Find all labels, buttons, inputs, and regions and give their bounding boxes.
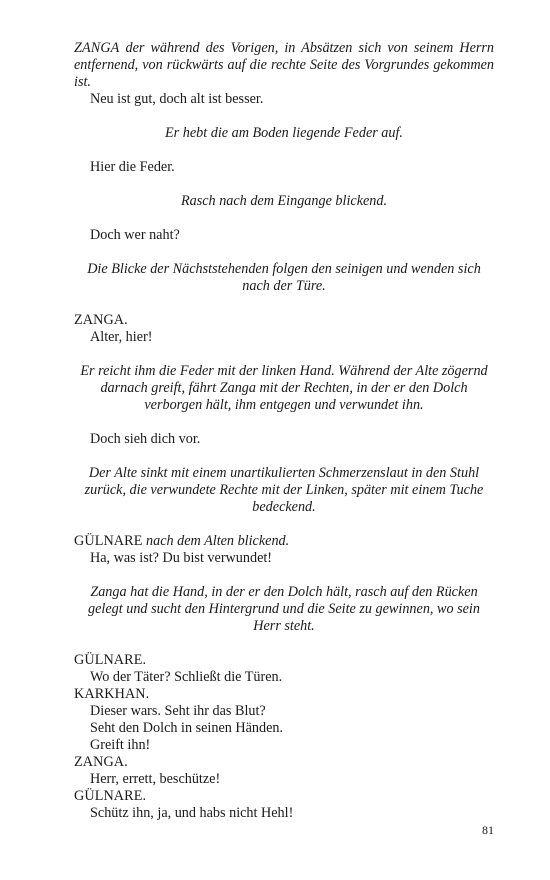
speaker-name: KARKHAN. (74, 686, 150, 702)
page-text (74, 40, 494, 822)
speaker-direction: nach dem Alten blickend. (146, 533, 290, 549)
speech-heading (74, 533, 494, 550)
speech-heading (74, 40, 494, 91)
verse-line: Alter, hier! (90, 329, 153, 345)
verse-line: Doch wer naht? (90, 227, 180, 243)
stage-direction: Der Alte sinkt mit einem unartikulierten Schmerzenslaut in den Stuhl zurück, die verwundete Rechte mit der Linken, später mit einem Tuche bedeckend. (84, 465, 484, 515)
verse-line: Seht den Dolch in seinen Händen. (90, 720, 284, 736)
speaker-name: GÜLNARE. (74, 652, 147, 668)
stage-direction: Rasch nach dem Eingange blickend. (180, 193, 388, 209)
verse-line: Dieser wars. Seht ihr das Blut? (90, 703, 266, 719)
stage-direction: Er reicht ihm die Feder mit der linken Hand. Während der Alte zögernd darnach greift, fährt Zanga mit der Rechten, in der er den Dolch verborgen hält, ihm entgegen und verwundet ihn. (80, 363, 488, 413)
speaker-name: GÜLNARE. (74, 788, 147, 804)
speaker-direction: der während des Vorigen, in Absätzen sich von seinem Herrn entfernend, von rückwärts auf die rechte Seite des Vorgrundes gekommen ist. (74, 40, 495, 90)
stage-direction: Die Blicke der Nächststehenden folgen den seinigen und wenden sich nach der Türe. (87, 261, 481, 294)
speaker-name: GÜLNARE (74, 533, 143, 549)
stage-direction: Zanga hat die Hand, in der er den Dolch hält, rasch auf den Rücken gelegt und sucht den Hintergrund und die Seite zu gewinnen, wo sein Herr steht. (88, 584, 480, 634)
verse-line: Schütz ihn, ja, und habs nicht Hehl! (90, 805, 294, 821)
verse-line: Doch sieh dich vor. (90, 431, 201, 447)
page-number: 81 (482, 823, 494, 837)
verse-line: Wo der Täter? Schließt die Türen. (90, 669, 283, 685)
verse-line: Ha, was ist? Du bist verwundet! (90, 550, 273, 566)
speaker-name: ZANGA (74, 40, 120, 56)
verse-line: Greift ihn! (90, 737, 151, 753)
verse-line: Hier die Feder. (90, 159, 175, 175)
speaker-name: ZANGA. (74, 312, 128, 328)
speaker-name: ZANGA. (74, 754, 128, 770)
verse-line: Herr, errett, beschütze! (90, 771, 221, 787)
verse-line: Neu ist gut, doch alt ist besser. (90, 91, 264, 107)
stage-direction: Er hebt die am Boden liegende Feder auf. (165, 125, 403, 141)
